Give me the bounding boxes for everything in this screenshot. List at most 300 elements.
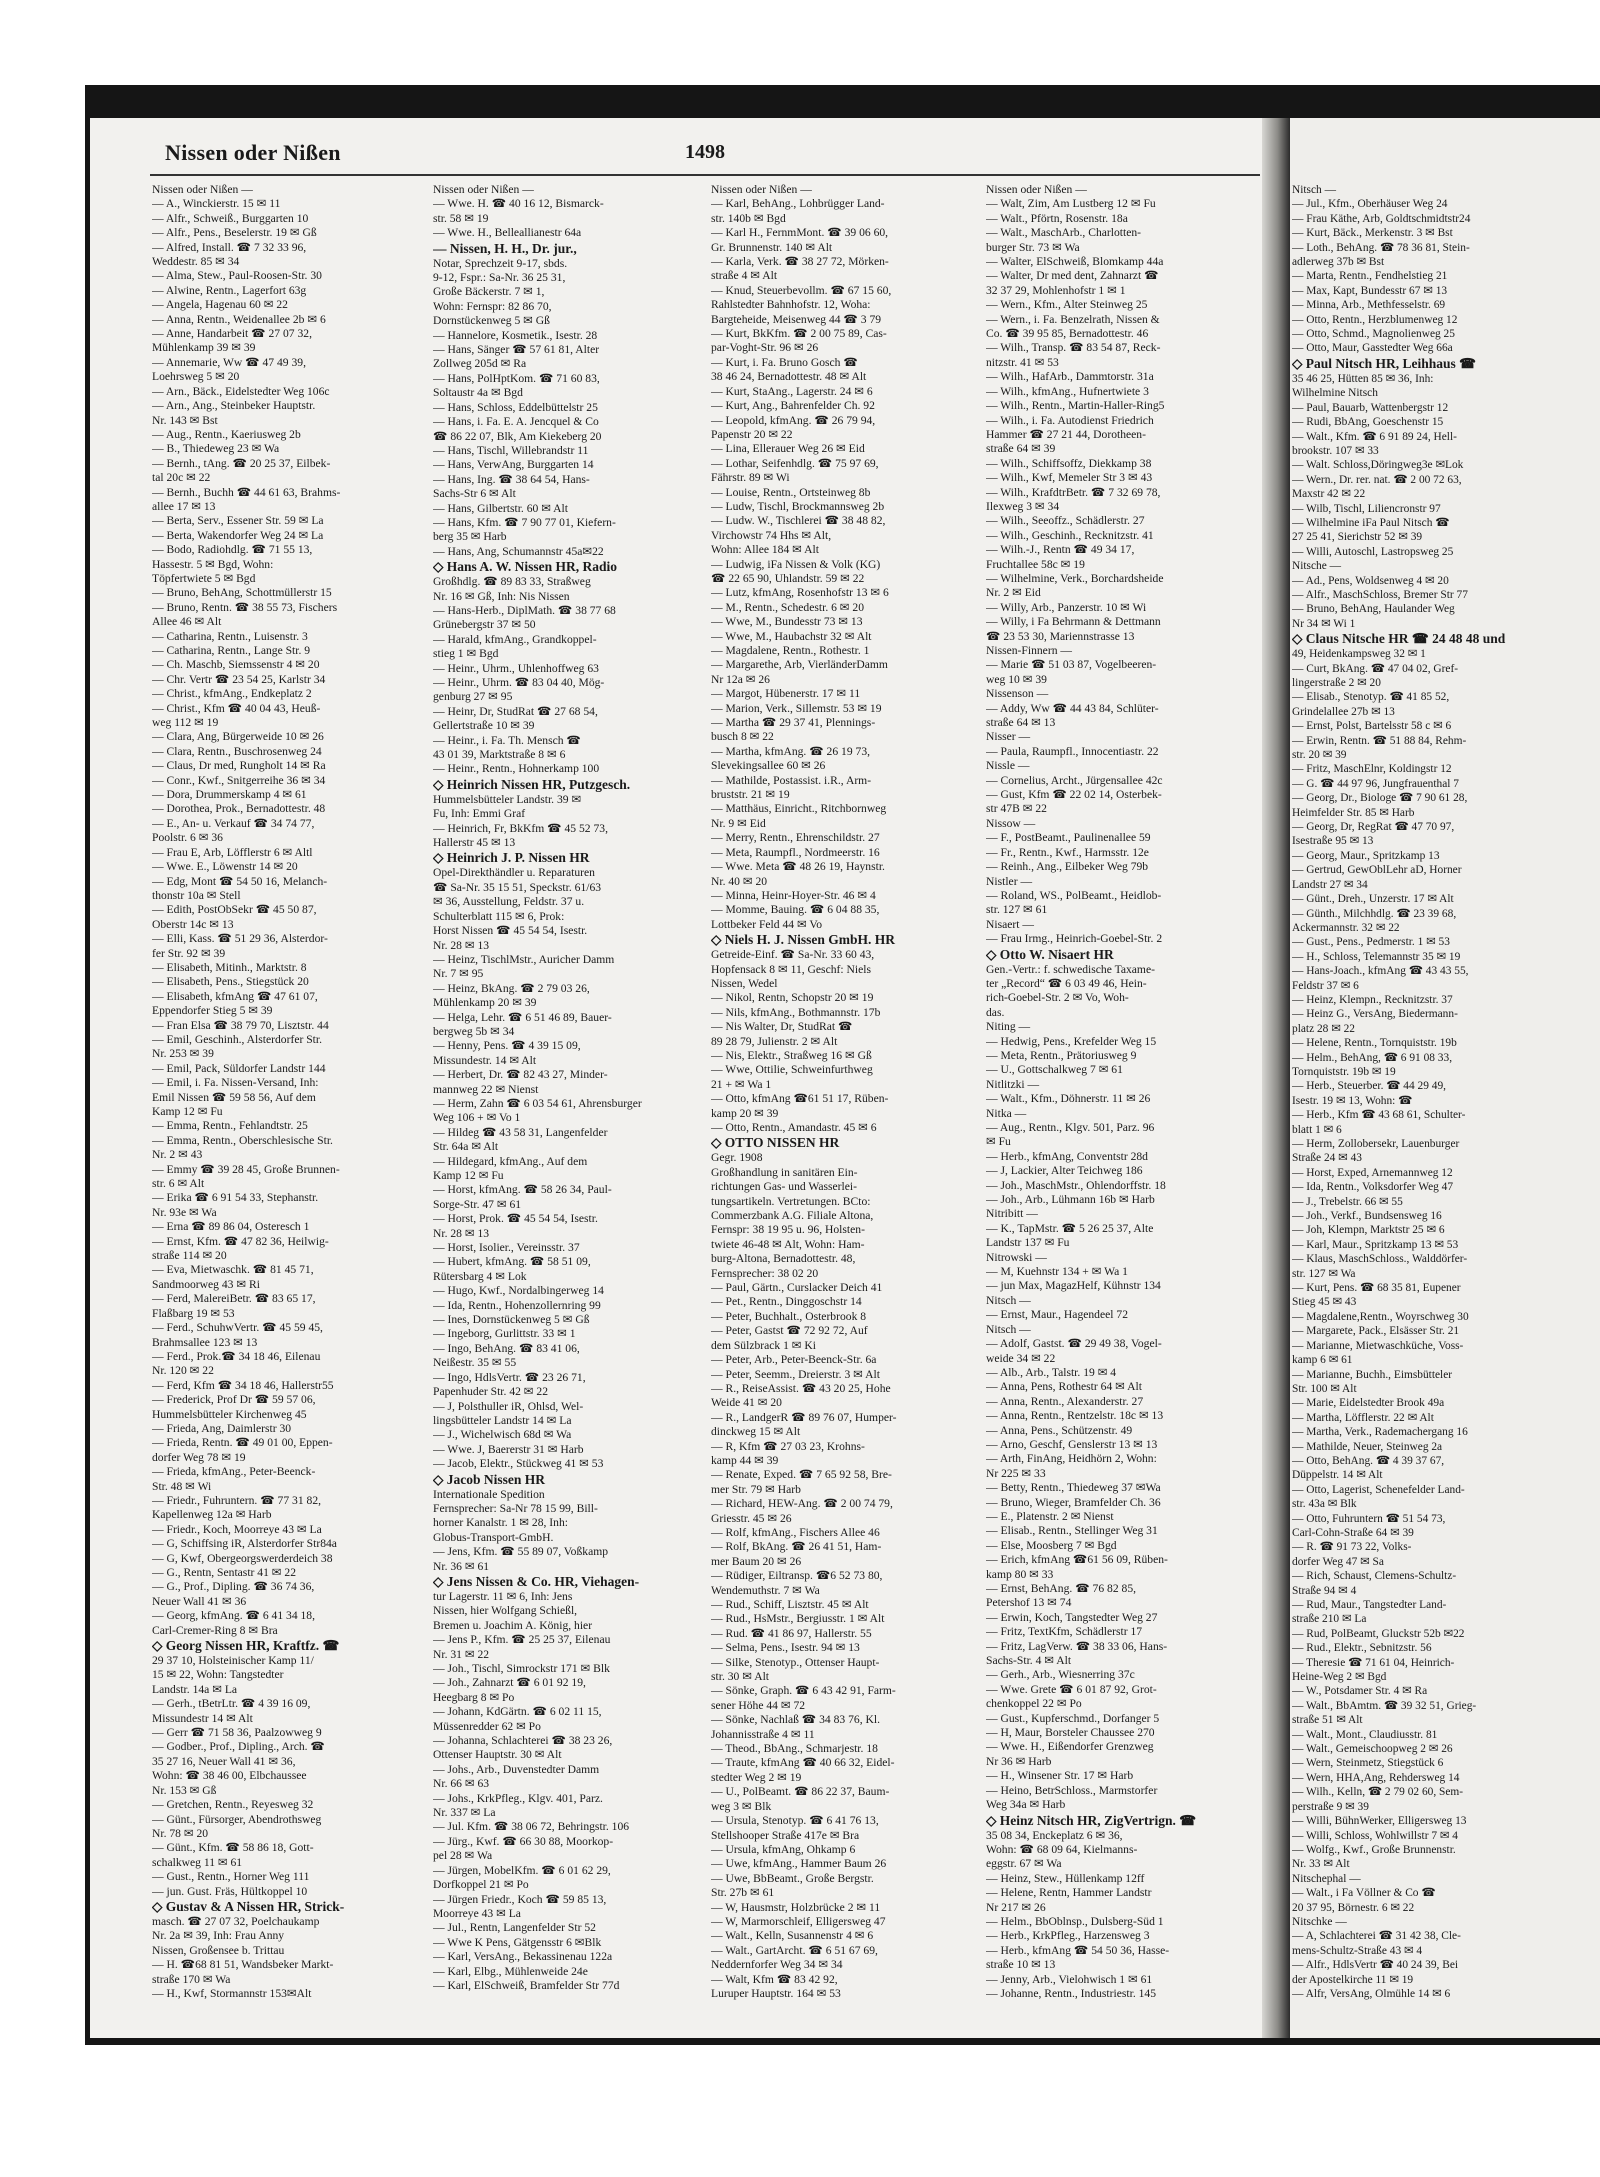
directory-entry-line: Grünebergstr 37 ✉ 50 [433,618,536,632]
directory-entry-line: — G, Kwf, Obergeorgswerderdeich 38 [152,1551,333,1565]
directory-entry-line: Großhdlg. ☎ 89 83 33, Straßweg [433,575,591,589]
directory-entry-line: Müssenredder 62 ✉ Po [433,1719,541,1733]
directory-entry-line: — Otto, kfmAng ☎61 51 17, Rüben- [711,1092,889,1106]
directory-entry-line: — Willi, Autoschl, Lastropsweg 25 [1292,545,1454,558]
directory-entry-line: Nitsch — [1292,184,1336,196]
directory-entry-line: ◇ Paul Nitsch HR, Leihhaus ☎ [1292,355,1476,371]
directory-entry-line: 15 ✉ 22, Wohn: Tangstedter [152,1668,284,1682]
directory-entry-line: Rütersbarg 4 ✉ Lok [433,1269,527,1283]
directory-entry-line: — Jul., Rentn, Langenfelder Str 52 [433,1921,596,1935]
directory-entry-line: Maxstr 42 ✉ 22 [1292,488,1366,501]
directory-entry-line: Commerzbank A.G. Filiale Altona, [711,1209,874,1223]
directory-entry-line: — Ch. Maschb, Siemssenstr 4 ✉ 20 [152,658,320,672]
directory-entry-line: Nr. 93e ✉ Wa [152,1205,217,1219]
directory-entry-line: Feldstr 37 ✉ 6 [1292,979,1359,992]
directory-entry-line: Wilhelmine Nitsch [1292,387,1378,400]
directory-entry-line: 35 27 16, Neuer Wall 41 ✉ 36, [152,1754,296,1768]
directory-entry-line: 20 37 95, Börnestr. 6 ✉ 22 [1292,1901,1415,1914]
directory-entry-line: Getreide-Einf. ☎ Sa-Nr. 33 60 43, [711,948,875,962]
directory-entry-line: Fernsprecher: 38 02 20 [711,1266,819,1280]
directory-entry-line: Heegbarg 8 ✉ Po [433,1690,515,1704]
directory-entry-line: — W., Potsdamer Str. 4 ✉ Ra [1292,1685,1428,1698]
directory-entry-line: — Wwe. H. ☎ 40 16 12, Bismarck- [433,197,604,211]
directory-entry-line: — Johs., KrkPfleg., Klgv. 401, Parz. [433,1791,603,1805]
directory-entry-line: — Annemarie, Ww ☎ 47 49 39, [152,355,306,369]
directory-entry-line: Dorfkoppel 21 ✉ Po [433,1878,529,1892]
directory-entry-line: — Walt., Pförtn, Rosenstr. 18a [986,211,1128,225]
directory-entry-line: 43 01 39, Marktstraße 8 ✉ 6 [433,748,566,762]
directory-entry-line: — A., Winckierstr. 15 ✉ 11 [152,197,281,211]
directory-entry-line: — R, Kfm ☎ 27 03 23, Krohns- [711,1439,865,1453]
directory-entry-line: — Catharina, Rentn., Luisenstr. 3 [152,629,308,643]
directory-entry-line: Straße 24 ✉ 43 [1292,1152,1362,1165]
directory-entry-line: — Wern., i. Fa. Benzelrath, Nissen & [986,312,1160,326]
directory-entry-line: Virchowstr 74 Hhs ✉ Alt, [711,528,832,542]
directory-entry-line: Nitschke — [1292,1915,1347,1928]
directory-entry-line: busch 8 ✉ 22 [711,730,774,744]
directory-entry-line: Nr. 120 ✉ 22 [152,1364,214,1378]
directory-entry-line: Slevekingsallee 60 ✉ 26 [711,759,826,773]
directory-entry-line: — Rud, Maur., Tangstedter Land- [1292,1599,1447,1611]
directory-entry-line: — Otto, Maur, Gasstedter Weg 66a [1292,342,1453,355]
directory-entry-line: — Wilh., KrafdtrBetr. ☎ 7 32 69 78, [986,485,1161,499]
directory-entry-line: — Adolf, Gastst. ☎ 29 49 38, Vogel- [986,1337,1162,1351]
directory-entry-line: ◇ Hans A. W. Nissen HR, Radio [433,559,618,575]
directory-entry-line: straße 51 ✉ Alt [1292,1714,1363,1727]
directory-entry-line: — Alwine, Rentn., Lagerfort 63g [152,283,307,297]
directory-entry-line: berg 35 ✉ Harb [433,530,507,544]
directory-entry-line: das. [986,1005,1005,1019]
directory-entry-line: str. 43a ✉ Blk [1292,1498,1357,1511]
directory-entry-line: Internationale Spedition [433,1487,545,1501]
directory-entry-line: — Gerr ☎ 71 58 36, Paalzowweg 9 [152,1726,322,1740]
directory-entry-line: — Heinr., i. Fa. Th. Mensch ☎ [433,733,581,747]
directory-entry-line: — Lina, Ellerauer Weg 26 ✉ Eid [711,442,865,456]
directory-entry-line: Weide 41 ✉ 20 [711,1396,782,1410]
directory-entry-line: ✉ 36, Ausstellung, Feldstr. 37 u. [433,895,585,909]
directory-entry-line: — Elisabeth, Pens., Stiegstück 20 [152,975,309,989]
directory-entry-line: — Ingeborg, Gurlittstr. 33 ✉ 1 [433,1327,576,1341]
directory-entry-line: — Kurt, i. Fa. Bruno Gosch ☎ [711,355,858,369]
directory-entry-line: Neddernforfer Weg 34 ✉ 34 [711,1958,843,1972]
directory-entry-line: — Rolf, BkAng. ☎ 26 41 51, Ham- [711,1540,882,1554]
directory-entry-line: — Karl, BehAng., Lohbrügger Land- [711,197,885,211]
directory-entry-line: — Horst, Prok. ☎ 45 54 54, Isestr. [433,1212,598,1226]
directory-entry-line: — Hildeg ☎ 43 58 31, Langenfelder [433,1125,608,1139]
directory-entry-line: — Frau Irmg., Heinrich-Goebel-Str. 2 [986,932,1163,946]
directory-entry-line: Landstr 27 ✉ 34 [1292,878,1368,891]
directory-entry-line: — Heinz, Stew., Hüllenkamp 12ff [986,1871,1145,1885]
directory-entry-line: — Ernst, BehAng. ☎ 76 82 85, [986,1582,1137,1595]
directory-entry-line: genburg 27 ✉ 95 [433,690,513,704]
directory-entry-line: — U., PolBeamt. ☎ 86 22 37, Baum- [711,1785,890,1799]
directory-entry-line: — Ines, Dornstückenweg 5 ✉ Gß [433,1313,590,1327]
directory-entry-line: eggstr. 67 ✉ Wa [986,1857,1062,1871]
directory-entry-line: — H., Winsener Str. 17 ✉ Harb [986,1769,1134,1783]
directory-entry-line: Nissenson — [986,687,1049,701]
directory-entry-line: tungsartikeln. Vertretungen. BCto: [711,1194,871,1208]
directory-entry-line: — Hans, Tischl, Willebrandstr 11 [433,443,589,457]
directory-entry-line: — G, Schiffsing iR, Alsterdorfer Str84a [152,1537,337,1551]
directory-entry-line: — Hans, Ing. ☎ 38 64 54, Hans- [433,472,590,486]
directory-entry-line: — Addy, Ww ☎ 44 43 84, Schlüter- [986,701,1159,715]
directory-entry-line: Nr. 143 ✉ Bst [152,413,218,427]
directory-entry-line: — Nils, kfmAng., Bothmannstr. 17b [711,1005,881,1019]
directory-entry-line: — Betty, Rentn., Thiedeweg 37 ✉Wa [986,1481,1161,1495]
directory-entry-line: — Otto, Rentn., Herzblumenweg 12 [1292,313,1458,326]
directory-entry-line: — Jens, Kfm. ☎ 55 89 07, Voßkamp [433,1545,609,1559]
directory-entry-line: — K., TapMstr. ☎ 5 26 25 37, Alte [986,1221,1154,1235]
directory-entry-line: — Walt, Zim, Am Lustberg 12 ✉ Fu [986,197,1156,211]
directory-entry-line: — G. ☎ 44 97 96, Jungfrauenthal 7 [1292,777,1459,790]
directory-entry-line: Johannisstraße 4 ✉ 11 [711,1727,815,1741]
directory-entry-line: bruststr. 21 ✉ 19 [711,788,790,802]
directory-entry-line: — Ingo, BehAng. ☎ 83 41 06, [433,1341,580,1355]
directory-entry-line: — Heinz, BkAng. ☎ 2 79 03 26, [433,981,590,995]
directory-entry-line: — Arn., Ang., Steinbeker Hauptstr. [152,399,316,413]
directory-entry-line: — Erna ☎ 89 86 04, Osteresch 1 [152,1220,310,1234]
directory-entry-line: — Alfr., HdlsVertr ☎ 40 24 39, Bei [1292,1959,1459,1972]
directory-entry-line: — Herb., kfmAng, Conventstr 28d [986,1149,1148,1163]
directory-entry-line: Weg 34a ✉ Harb [986,1798,1066,1812]
directory-entry-line: — Frieda, Rentn. ☎ 49 01 00, Eppen- [152,1436,333,1450]
directory-entry-line: — Wwe K Pens, Gätgensstr 6 ✉Blk [433,1935,602,1949]
directory-entry-line: — Alfr., Pens., Beselerstr. 19 ✉ Gß [152,226,317,240]
directory-entry-line: — Helene, Rentn., Tornquiststr. 19b [1292,1037,1457,1050]
directory-entry-line: — Arno, Geschf, Genslerstr 13 ✉ 13 [986,1437,1158,1451]
directory-entry-line: — Helga, Lehr. ☎ 6 51 46 89, Bauer- [433,1010,612,1024]
directory-entry-line: mer Baum 20 ✉ 26 [711,1554,802,1568]
directory-entry-line: — Willi, BühnWerker, Elligersweg 13 [1292,1815,1467,1828]
directory-entry-line: Mühlenkamp 39 ✉ 39 [152,341,256,355]
page-title: Nissen oder Nißen [165,140,341,165]
directory-entry-line: — Peter, Seemm., Dreierstr. 3 ✉ Alt [711,1367,880,1381]
directory-entry-line: Weddestr. 85 ✉ 34 [152,255,240,269]
directory-entry-line: — Emil, Pack, Süldorfer Landstr 144 [152,1061,326,1075]
directory-entry-line: — Harald, kfmAng., Grandkoppel- [433,632,597,646]
directory-entry-line: — Walt., GartArcht. ☎ 6 51 67 69, [711,1943,878,1957]
book-gutter [1262,118,1290,2038]
directory-entry-line: Straße 94 ✉ 4 [1292,1584,1357,1597]
directory-entry-line: — Wilh.-J., Rentn ☎ 49 34 17, [986,543,1135,557]
directory-entry-line: Fernsprecher: Sa-Nr 78 15 99, Bill- [433,1501,598,1515]
directory-entry-line: mens-Schultz-Straße 43 ✉ 4 [1292,1944,1423,1957]
directory-entry-line: Wohn: ☎ 68 09 64, Kielmanns- [986,1842,1138,1856]
directory-entry-line: — Henny, Pens. ☎ 4 39 15 09, [433,1039,581,1053]
directory-entry-line: — Karl, ElSchweiß, Bramfelder Str 77d [433,1978,620,1992]
directory-entry-line: — Peter, Buchhalt., Osterbrook 8 [711,1309,867,1323]
directory-entry-line: — Richard, HEW-Ang. ☎ 2 00 74 79, [711,1497,893,1511]
directory-entry-line: Loehrsweg 5 ✉ 20 [152,370,240,384]
directory-entry-line: — Walt., Kelln, Susannenstr 4 ✉ 6 [711,1929,874,1943]
directory-entry-line: — Clara, Ang, Bürgerweide 10 ✉ 26 [152,730,324,744]
directory-entry-line: — H, Maur, Borsteler Chaussee 270 [986,1726,1155,1740]
directory-entry-line: — Otto, BehAng. ☎ 4 39 37 67, [1292,1454,1445,1467]
directory-entry-line: Rahlstedter Bahnhofstr. 12, Woha: [711,298,871,312]
directory-entry-line: — Max, Kapt, Bundesstr 67 ✉ 13 [1292,284,1448,297]
directory-entry-line: — Fritz, TextKfm, Schädlerstr 17 [986,1625,1143,1639]
directory-entry-line: — Reinh., Ang., Eilbeker Weg 79b [986,860,1149,874]
directory-entry-line: — R., LandgerR ☎ 89 76 07, Humper- [711,1410,897,1424]
directory-entry-line: — Roland, WS., PolBeamt., Heidlob- [986,888,1162,902]
directory-column-3 [711,183,979,2023]
directory-entry-line: burg-Altona, Bernadottestr. 48, [711,1252,856,1266]
directory-entry-line: — Dorothea, Prok., Bernadottestr. 48 [152,802,326,816]
directory-entry-line: — Jürg., Kwf. ☎ 66 30 88, Moorkop- [433,1834,614,1848]
directory-entry-line: — Margot, Hübenerstr. 17 ✉ 11 [711,687,861,701]
directory-entry-line: — Karl H., FernmMont. ☎ 39 06 60, [711,226,889,240]
directory-entry-line: Oberstr 14c ✉ 13 [152,917,234,931]
directory-entry-line: — Peter, Gastst ☎ 72 92 72, Auf [711,1324,868,1338]
directory-entry-line: Hopfensack 8 ✉ 11, Geschf: Niels [711,962,871,976]
directory-entry-line: Flaßbarg 19 ✉ 53 [152,1306,235,1320]
directory-entry-line: dorfer Weg 47 ✉ Sa [1292,1555,1384,1568]
directory-entry-line: — Günt., Kfm. ☎ 58 86 18, Gott- [152,1841,314,1855]
directory-entry-line: — Lothar, Seifenhdlg. ☎ 75 97 69, [711,456,879,470]
directory-entry-line: ◇ Claus Nitsche HR ☎ 24 48 48 und [1292,631,1506,647]
directory-entry-line: — Herb., Steuerber. ☎ 44 29 49, [1292,1080,1447,1093]
directory-entry-line: lingsbütteler Landstr 14 ✉ La [433,1413,572,1427]
directory-entry-line: straße 114 ✉ 20 [152,1249,227,1263]
directory-entry-line: — Erwin, Rentn. ☎ 51 88 84, Rehm- [1292,734,1467,747]
directory-entry-line: — Emil, i. Fa. Nissen-Versand, Inh: [152,1076,319,1090]
directory-entry-line: horner Kanalstr. 1 ✉ 28, Inh: [433,1516,568,1530]
directory-entry-line: — Bruno, Rentn. ☎ 38 55 73, Fischers [152,600,338,614]
directory-entry-line: — Ferd, Kfm ☎ 34 18 46, Hallerstr55 [152,1378,334,1392]
directory-entry-line: — Willy, Arb., Panzerstr. 10 ✉ Wi [986,600,1147,614]
directory-entry-line: str 47B ✉ 22 [986,802,1047,816]
directory-entry-line: Papenstr 20 ✉ 22 [711,427,793,441]
directory-entry-line: — Elisabeth, kfmAng ☎ 47 61 07, [152,989,318,1003]
directory-entry-line: — Herm, Zollobersekr, Lauenburger [1292,1138,1460,1150]
directory-entry-line: — Joh., Zahnarzt ☎ 6 01 92 19, [433,1676,586,1690]
directory-entry-line: — Joh., Tischl, Simrockstr 171 ✉ Blk [433,1662,610,1675]
directory-entry-line: — Paul, Bauarb, Wattenbergstr 12 [1292,401,1449,414]
directory-entry-line: — Arn., Bäck., Eidelstedter Weg 106c [152,384,330,398]
header-rule [150,174,1260,176]
directory-entry-line: — U., Gottschalkweg 7 ✉ 61 [986,1063,1123,1077]
directory-entry-line: Opel-Direkthändler u. Reparaturen [433,866,595,880]
directory-entry-line: weg 10 ✉ 39 [986,672,1047,686]
directory-entry-line: ◇ Georg Nissen HR, Kraftfz. ☎ [152,1638,340,1654]
directory-entry-line: Heimfelder Str. 85 ✉ Harb [1292,806,1415,819]
directory-entry-line: — Christ., kfmAng., Endkeplatz 2 [152,687,312,701]
directory-entry-line: — Rud., Elektr., Sebnitzstr. 56 [1292,1642,1432,1655]
directory-entry-line: — Wilh., Rentn., Martin-Haller-Ring5 [986,399,1165,413]
directory-entry-line: — Meta, Raumpfl., Nordmeerstr. 16 [711,845,880,859]
directory-entry-line: — Otto, Schmd., Magnolienweg 25 [1292,328,1455,341]
directory-entry-line: — Sönke, Nachlaß ☎ 34 83 76, Kl. [711,1713,881,1727]
directory-entry-line: Nissen oder Nißen — [986,183,1087,196]
directory-entry-line: — Uwe, kfmAng., Hammer Baum 26 [711,1857,887,1871]
directory-entry-line: Nr. 66 ✉ 63 [433,1777,490,1791]
directory-entry-line: 38 46 24, Bernadottestr. 48 ✉ Alt [711,370,867,384]
directory-entry-line: 32 37 29, Mohlenhofstr 1 ✉ 1 [986,283,1126,297]
directory-entry-line: — Horst, Exped, Arnemannweg 12 [1292,1166,1453,1179]
directory-entry-line: — Joh, Klempn, Marktstr 25 ✉ 6 [1292,1224,1445,1237]
directory-entry-line: par-Voght-Str. 96 ✉ 26 [711,341,819,355]
directory-entry-line: Nissen, Wedel [711,976,778,990]
directory-entry-line: Griesstr. 45 ✉ 26 [711,1511,792,1525]
directory-entry-line: Str. 64a ✉ Alt [433,1140,499,1154]
directory-entry-line: — Clara, Rentn., Buschrosenweg 24 [152,744,322,758]
directory-entry-line: — Ursula, Stenotyp. ☎ 6 41 76 13, [711,1814,879,1828]
directory-entry-line: — J, Lackier, Alter Teichweg 186 [986,1164,1143,1178]
directory-entry-line: blatt 1 ✉ 6 [1292,1123,1342,1136]
directory-entry-line: — jun Max, MagazHelf, Kühnstr 134 [986,1279,1161,1293]
directory-entry-line: Ottenser Hauptstr. 30 ✉ Alt [433,1748,562,1762]
directory-entry-line: Lottbeker Feld 44 ✉ Vo [711,917,823,931]
directory-entry-line: — Heinz G., VersAng, Biedermann- [1292,1008,1458,1021]
directory-entry-line: Töpfertwiete 5 ✉ Bgd [152,571,256,585]
directory-entry-line: — Herm, Zahn ☎ 6 03 54 61, Ahrensburger [433,1096,642,1110]
directory-entry-line: Nr. 28 ✉ 13 [433,938,490,952]
directory-entry-line: Stellshooper Straße 417e ✉ Bra [711,1828,860,1842]
directory-entry-line: 21 + ✉ Wa 1 [711,1077,772,1091]
directory-entry-line: adlerweg 37b ✉ Bst [1292,256,1385,269]
directory-entry-line: — Curt, BkAng. ☎ 47 04 02, Gref- [1292,662,1459,675]
directory-entry-line: — Wwe. H., Belleallianestr 64a [433,226,582,240]
directory-entry-line: — Johann, KdGärtn. ☎ 6 02 11 15, [433,1705,602,1719]
directory-entry-line: — Marianne, Mietwaschküche, Voss- [1292,1339,1464,1352]
directory-entry-line: — Wilh., Kwf, Memeler Str 3 ✉ 43 [986,471,1153,485]
directory-entry-line: — Walt., Mont., Claudiusstr. 81 [1292,1728,1438,1741]
directory-entry-line: — Traute, kfmAng ☎ 40 66 32, Eidel- [711,1756,895,1770]
directory-entry-line: — Walt., BbAmtm. ☎ 39 32 51, Grieg- [1292,1699,1477,1712]
directory-entry-line: — Ernst, Polst, Bartelsstr 58 c ✉ 6 [1292,720,1452,733]
directory-entry-line: — Erwin, Koch, Tangstedter Weg 27 [986,1610,1158,1624]
directory-entry-line: — Edg, Mont ☎ 54 50 16, Melanch- [152,874,328,888]
directory-entry-line: Mühlenkamp 20 ✉ 39 [433,996,537,1010]
directory-entry-line: Ilexweg 3 ✉ 34 [986,499,1060,513]
directory-entry-line: — Hans, Schloss, Eddelbüttelstr 25 [433,400,598,414]
directory-entry-line: Neißestr. 35 ✉ 55 [433,1356,517,1370]
directory-entry-line: — Günt., Dreh., Unzerstr. 17 ✉ Alt [1292,893,1454,906]
directory-entry-line: — Martha, Löfflerstr. 22 ✉ Alt [1292,1411,1434,1424]
directory-entry-line: — Georg, Dr., Biologe ☎ 7 90 61 28, [1292,792,1468,805]
directory-entry-line: — Heinz, Klempn., Recknitzstr. 37 [1292,993,1453,1006]
directory-entry-line: — Wilhelmine, Verk., Borchardsheide [986,571,1164,585]
directory-entry-line: — Ferd., Prok.☎ 34 18 46, Eilenau [152,1349,321,1363]
directory-entry-line: Isestr. 19 ✉ 13, Wohn: ☎ [1292,1094,1413,1107]
directory-entry-line: — Christ., Kfm ☎ 40 04 43, Heuß- [152,701,321,715]
directory-entry-line: Hummelsbütteler Landstr. 39 ✉ [433,792,582,806]
directory-entry-line: — Fritz, LagVerw. ☎ 38 33 06, Hans- [986,1639,1168,1653]
directory-entry-line: sener Höhe 44 ✉ 72 [711,1698,806,1712]
directory-entry-line: — Jul. Kfm. ☎ 38 06 72, Behringstr. 106 [433,1820,630,1834]
directory-entry-line: — Karl, Maur., Spritzkamp 13 ✉ 53 [1292,1238,1459,1251]
directory-entry-line: — Karl, Elbg., Mühlenweide 24e [433,1964,588,1978]
directory-entry-line: Wohn: Allee 184 ✉ Alt [711,543,819,557]
directory-entry-line: — W, Hausmstr, Holzbrücke 2 ✉ 11 [711,1900,881,1914]
directory-entry-line: — Edith, PostObSekr ☎ 45 50 87, [152,903,317,917]
directory-entry-line: — Dora, Drummerskamp 4 ✉ 61 [152,788,307,802]
directory-entry-line: — Hugo, Kwf., Nordalbingerweg 14 [433,1284,604,1298]
directory-entry-line: — Matthäus, Einricht., Ritchbornweg [711,802,887,816]
directory-entry-line: platz 28 ✉ 22 [1292,1022,1356,1035]
directory-entry-line: Zollweg 205d ✉ Ra [433,357,527,371]
directory-entry-line: — Alb., Arb., Talstr. 19 ✉ 4 [986,1365,1117,1379]
directory-entry-line: — Georg, kfmAng. ☎ 6 41 34 18, [152,1609,316,1623]
directory-entry-line: Fruchtallee 58c ✉ 19 [986,557,1085,571]
directory-entry-line: straße 64 ✉ 39 [986,442,1056,456]
directory-entry-line: Nr. 33 ✉ Alt [1292,1858,1350,1871]
directory-entry-line: ◇ Heinrich Nissen HR, Putzgesch. [433,776,631,792]
directory-entry-line: str. 58 ✉ 19 [433,211,489,225]
directory-entry-line: kamp 20 ✉ 39 [711,1106,779,1120]
directory-entry-line: Hammer ☎ 27 21 44, Dorotheen- [986,427,1146,441]
directory-entry-line: str. 6 ✉ Alt [152,1177,205,1191]
directory-entry-line: — Frederick, Prof Dr ☎ 59 57 06, [152,1393,316,1407]
directory-entry-line: Landstr. 14a ✉ La [152,1682,238,1696]
directory-entry-line: — Wilh., Schiffsoffz, Diekkamp 38 [986,456,1152,470]
directory-entry-line: — Rudi, BbAng, Goeschenstr 15 [1292,416,1444,429]
directory-entry-line: Nissen-Finnern — [986,644,1072,657]
directory-entry-line: ◇ Heinrich J. P. Nissen HR [433,850,590,866]
directory-entry-line: — Godber., Prof., Dipling., Arch. ☎ [152,1740,325,1754]
directory-entry-line: Gellertstraße 10 ✉ 39 [433,719,535,733]
directory-entry-line: Isestraße 95 ✉ 13 [1292,835,1374,848]
directory-entry-line: — Walter, Dr med dent, Zahnarzt ☎ [986,269,1159,283]
directory-entry-line: Nr 217 ✉ 26 [986,1900,1046,1914]
directory-column-1 [152,183,420,2023]
directory-entry-line: ◇ Jens Nissen & Co. HR, Viehagen- [433,1573,640,1589]
directory-entry-line: Nitrowski — [986,1250,1047,1264]
directory-entry-line: — Renate, Exped. ☎ 7 65 92 58, Bre- [711,1468,892,1482]
directory-entry-line: — Arth, FinAng, Heidhörn 2, Wohn: [986,1452,1157,1466]
directory-entry-line: — jun. Gust. Fräs, Hültkoppel 10 [152,1884,308,1898]
directory-entry-line: — Hans, Ang, Schumannstr 45a✉22 [433,544,604,558]
directory-entry-line: — Walt. Schloss,Döringweg3e ✉Lok [1292,459,1464,472]
directory-entry-line: Luruper Hauptstr. 164 ✉ 53 [711,1986,841,2000]
directory-entry-line: — Ferd., SchuhwVertr. ☎ 45 59 45, [152,1321,323,1335]
directory-entry-line: dem Sülzbrack 1 ✉ Ki [711,1338,817,1352]
directory-entry-line: — Erich, kfmAng ☎61 56 09, Rüben- [986,1553,1168,1567]
directory-entry-line: — Momme, Bauing. ☎ 6 04 88 35, [711,903,880,917]
directory-entry-line: — Pet., Rentn., Dinggoschstr 14 [711,1295,862,1309]
directory-entry-line: — E., An- u. Verkauf ☎ 34 74 77, [152,816,315,830]
directory-entry-line: Nr. 40 ✉ 20 [711,874,768,888]
directory-entry-line: — Minna, Heinr-Hoyer-Str. 46 ✉ 4 [711,888,876,902]
directory-entry-line: — H., Kwf, Stormannstr 153✉Alt [152,1986,312,2000]
directory-entry-line: — Fran Elsa ☎ 38 79 70, Lisztstr. 44 [152,1018,329,1032]
directory-entry-line: weg 112 ✉ 19 [152,716,219,730]
directory-entry-line: Horst Nissen ☎ 45 54 54, Isestr. [433,924,588,938]
directory-entry-line: — Johs., Arb., Duvenstedter Damm [433,1762,600,1776]
directory-entry-line: — Herbert, Dr. ☎ 82 43 27, Minder- [433,1068,608,1082]
directory-entry-line: brookstr. 107 ✉ 33 [1292,444,1379,457]
directory-entry-line: — Sönke, Graph. ☎ 6 43 42 91, Farm- [711,1684,896,1698]
directory-entry-line: — Margarete, Pack., Elsässer Str. 21 [1292,1325,1460,1338]
directory-entry-line: Nistler — [986,874,1033,888]
directory-entry-line: Kapellenweg 12a ✉ Harb [152,1508,272,1522]
directory-entry-line: Landstr 137 ✉ Fu [986,1236,1070,1250]
directory-entry-line: — Mathilde, Postassist. i.R., Arm- [711,773,872,787]
directory-entry-line: Dornstückenweg 5 ✉ Gß [433,314,550,328]
directory-entry-line: 89 28 79, Julienstr. 2 ✉ Alt [711,1034,838,1048]
directory-entry-line: Bargteheide, Meisenweg 44 ☎ 3 79 [711,312,882,326]
directory-entry-line: — B., Thiedeweg 23 ✉ Wa [152,442,280,456]
directory-entry-line: — Ludwig, iFa Nissen & Volk (KG) [711,557,881,571]
directory-entry-line: — Paula, Raumpfl., Innocentiastr. 22 [986,744,1159,758]
directory-entry-line: — Joh., MaschMstr., Ohlendorffstr. 18 [986,1178,1166,1192]
directory-entry-line: — Helm., BehAng, ☎ 6 91 08 33, [1292,1051,1453,1064]
directory-entry-line: 35 46 25, Hütten 85 ✉ 36, Inh: [1292,372,1434,385]
directory-entry-line: Nissen oder Nißen — [152,183,253,196]
directory-column-4 [986,183,1254,2023]
directory-entry-line: — Frieda, kfmAng., Peter-Beenck- [152,1465,316,1479]
directory-entry-line: — Herb., Kfm ☎ 43 68 61, Schulter- [1292,1109,1466,1122]
